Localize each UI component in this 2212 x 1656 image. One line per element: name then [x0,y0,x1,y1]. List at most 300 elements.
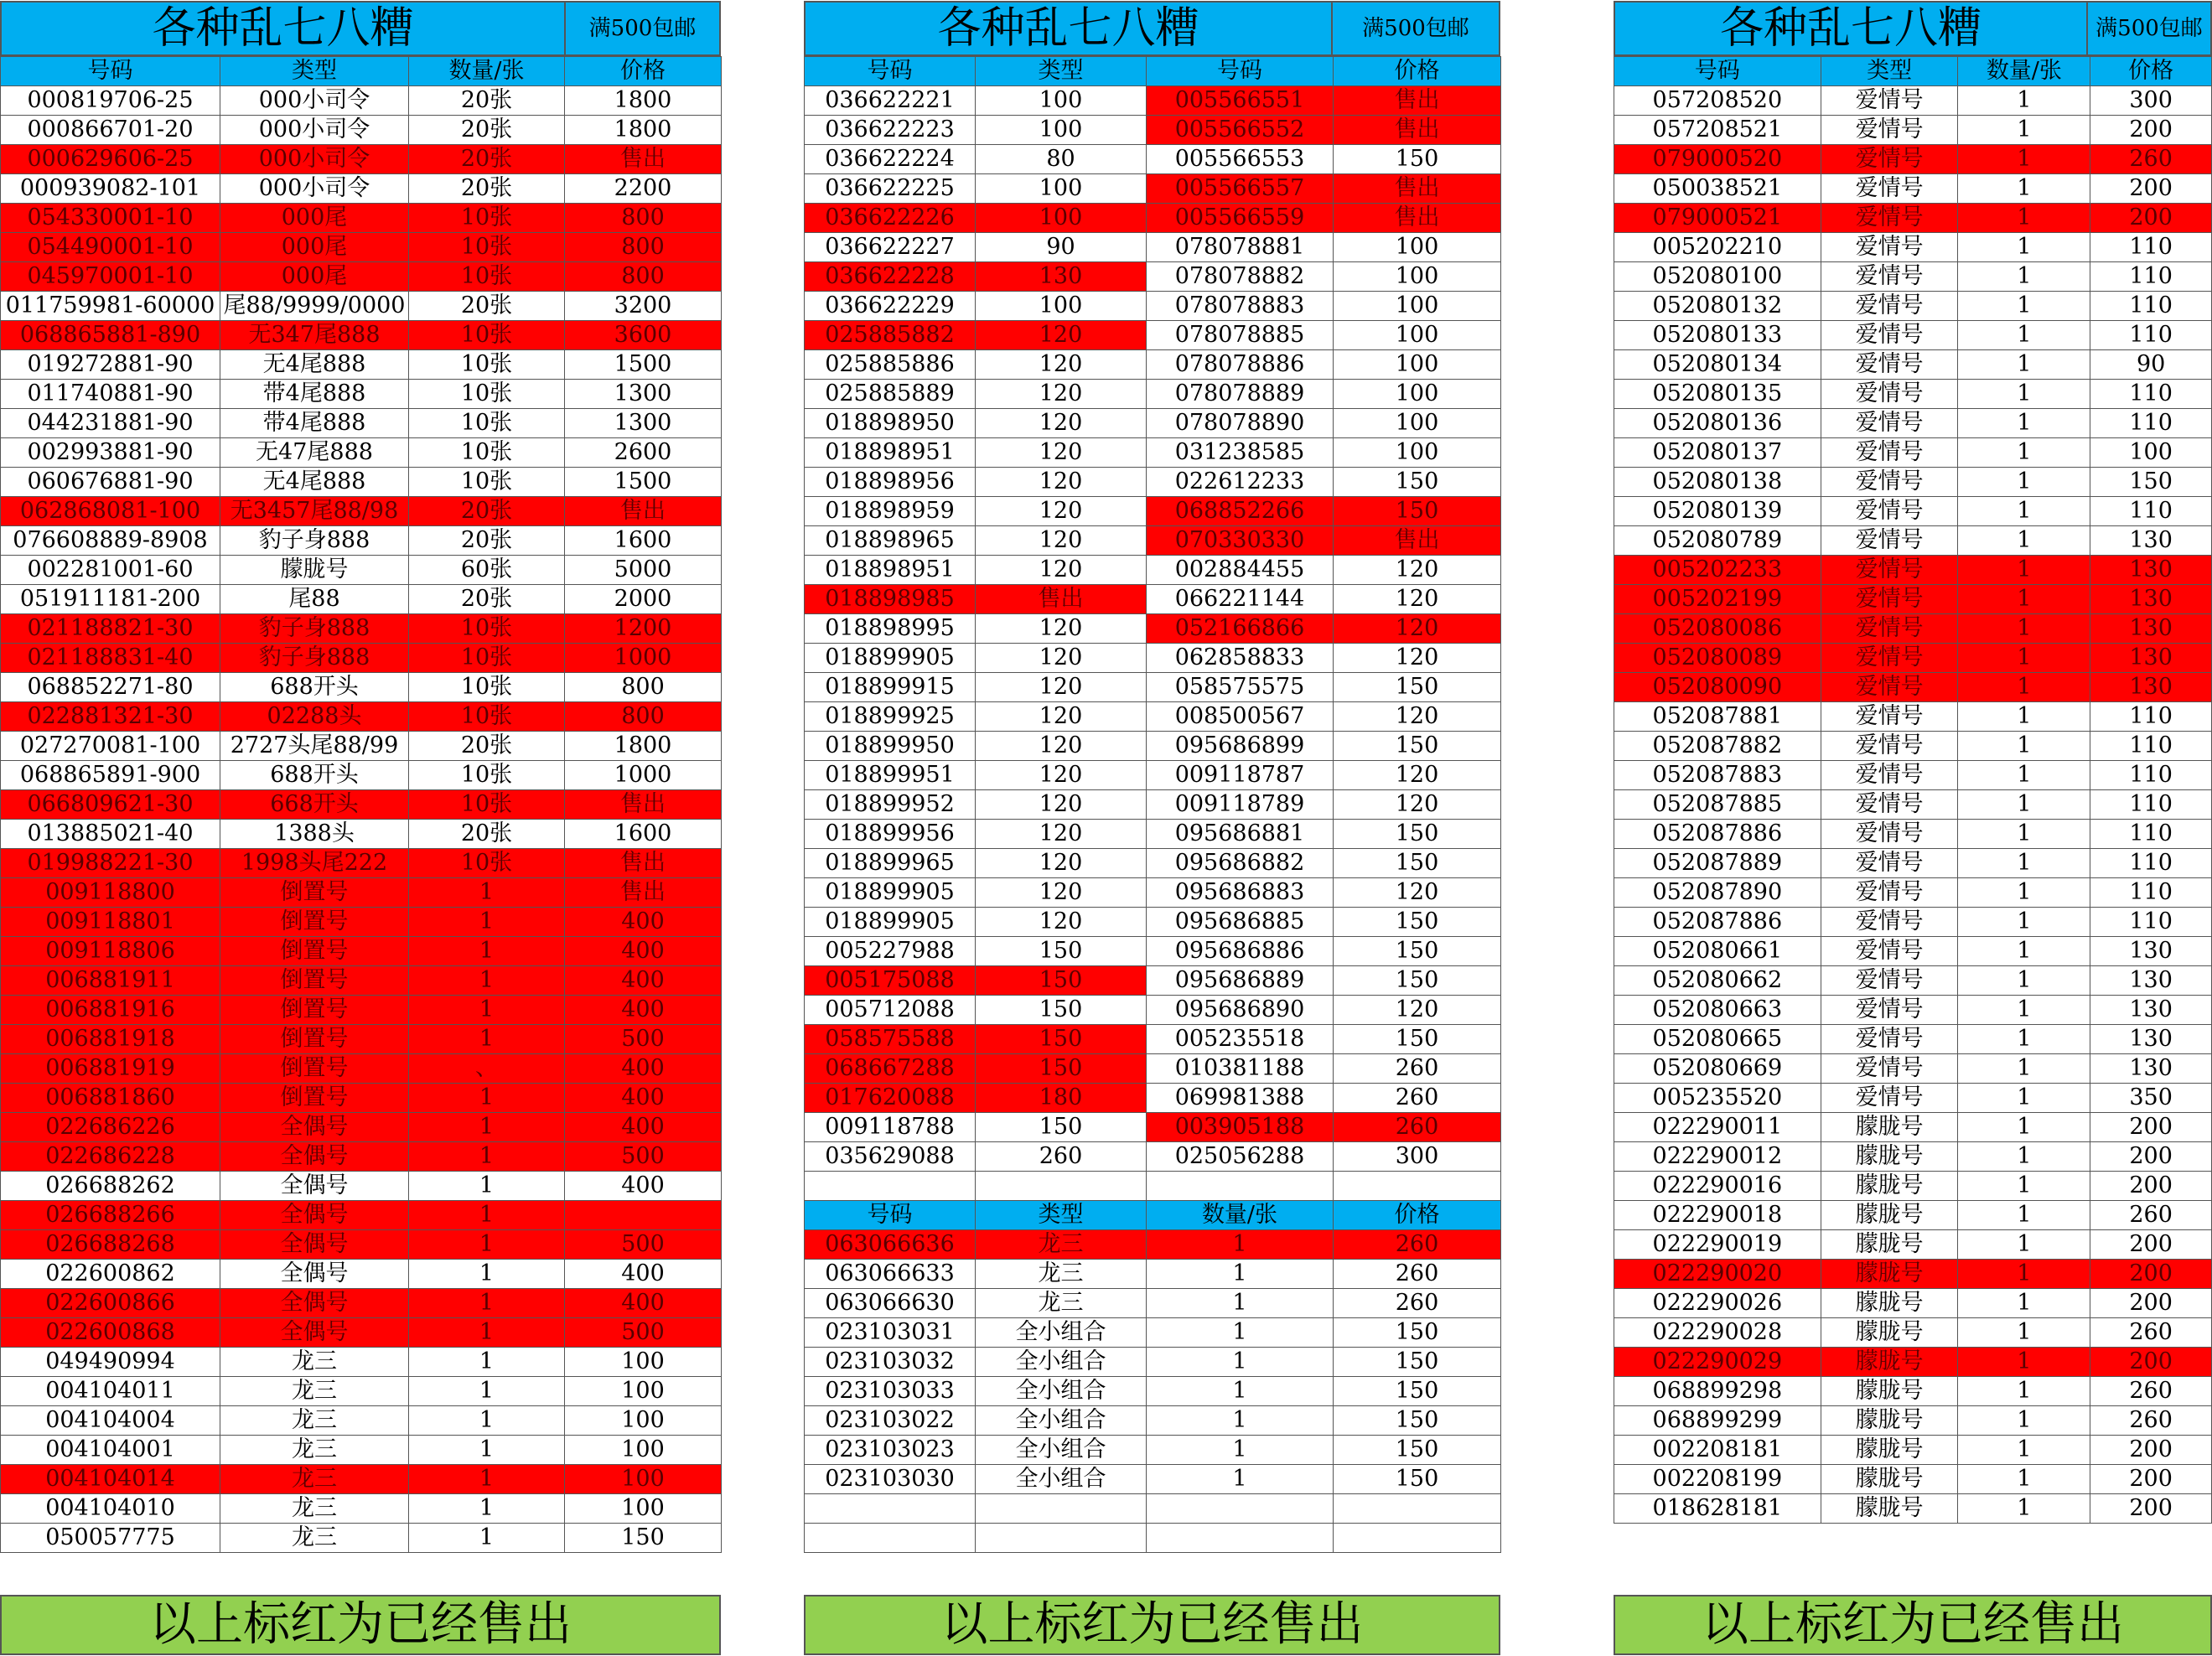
price-cell [1334,1494,1501,1524]
table-row [805,790,1501,820]
price-cell: 400 [565,1113,722,1142]
type-cell: 龙三 [220,1436,409,1465]
qty-cell: 1 [1958,174,2090,204]
type-cell: 朦胧号 [1821,1318,1958,1348]
number-cell: 023103030 [805,1465,976,1494]
table-row [805,614,1501,644]
price-cell: 售出 [1334,204,1501,233]
price-cell: 售出 [565,497,722,526]
number-cell: 063066633 [805,1260,976,1289]
type-cell: 龙三 [976,1230,1147,1260]
type-cell: 龙三 [976,1289,1147,1318]
price-cell: 130 [2090,614,2212,644]
qty-cell: 10张 [409,409,565,438]
qty-cell: 1 [1958,908,2090,937]
number-cell: 049490994 [1,1348,220,1377]
price-table [1614,56,2212,1524]
qty-cell: 095686883 [1147,878,1334,908]
number-cell: 022290012 [1614,1142,1821,1172]
price-cell: 100 [1334,321,1501,350]
panel-header [1614,1,2212,56]
price-cell: 130 [2090,937,2212,966]
qty-cell: 1 [1958,849,2090,878]
type-cell: 爱情号 [1821,966,1958,996]
price-cell: 260 [1334,1230,1501,1260]
qty-cell: 095686889 [1147,966,1334,996]
type-cell: 1388头 [220,820,409,849]
price-cell: 100 [1334,350,1501,380]
price-cell: 400 [565,1172,722,1201]
qty-cell: 10张 [409,790,565,820]
qty-cell: 1 [409,1201,565,1230]
qty-cell: 1 [1958,673,2090,702]
price-cell: 130 [2090,996,2212,1025]
type-cell: 朦胧号 [1821,1406,1958,1436]
table-row [1614,174,2212,204]
table-row [1614,233,2212,262]
number-cell: 066809621-30 [1,790,220,820]
type-cell: 朦胧号 [1821,1113,1958,1142]
type-cell: 爱情号 [1821,497,1958,526]
price-cell: 1300 [565,380,722,409]
number-cell: 036622229 [805,292,976,321]
number-cell: 000819706-25 [1,86,220,116]
table-row [1614,1289,2212,1318]
qty-cell: 1 [1958,878,2090,908]
table-row [1,86,722,116]
table-row [1,1260,722,1289]
qty-cell: 10张 [409,262,565,292]
qty-cell: 1 [1958,1377,2090,1406]
qty-cell: 1 [1958,350,2090,380]
table-row [805,996,1501,1025]
price-cell: 130 [2090,585,2212,614]
number-cell: 018899915 [805,673,976,702]
price-table [0,56,722,1553]
empty-row [805,1172,1501,1201]
qty-cell: 1 [1147,1406,1334,1436]
type-cell: 朦胧号 [1821,1289,1958,1318]
table-row [1614,1494,2212,1524]
table-row [1,116,722,145]
qty-cell: 1 [409,1436,565,1465]
type-cell: 02288头 [220,702,409,732]
number-cell: 022686226 [1,1113,220,1142]
qty-cell: 1 [1958,86,2090,116]
price-cell: 1800 [565,732,722,761]
number-cell: 052087883 [1614,761,1821,790]
number-cell: 018899956 [805,820,976,849]
type-cell: 带4尾888 [220,380,409,409]
type-cell: 120 [976,644,1147,673]
price-cell: 130 [2090,1025,2212,1054]
number-cell: 062868081-100 [1,497,220,526]
price-cell: 150 [1334,966,1501,996]
price-cell: 110 [2090,820,2212,849]
price-cell: 100 [565,1348,722,1377]
table-row [1614,1172,2212,1201]
number-cell: 068852271-80 [1,673,220,702]
qty-cell: 1 [1147,1230,1334,1260]
table-row [805,409,1501,438]
type-cell: 90 [976,233,1147,262]
number-cell: 079000521 [1614,204,1821,233]
type-cell: 爱情号 [1821,1054,1958,1084]
type-cell: 朦胧号 [1821,1494,1958,1524]
qty-cell: 1 [409,937,565,966]
table-row [1614,673,2212,702]
price-cell: 200 [2090,204,2212,233]
qty-cell: 1 [409,1172,565,1201]
type-cell: 150 [976,1054,1147,1084]
number-cell: 005235520 [1614,1084,1821,1113]
table-row [1614,1201,2212,1230]
table-row [1,790,722,820]
price-cell: 1500 [565,350,722,380]
price-cell: 1300 [565,409,722,438]
number-cell: 018898951 [805,556,976,585]
number-cell: 006881911 [1,966,220,996]
type-cell: 100 [976,86,1147,116]
qty-cell: 20张 [409,116,565,145]
qty-cell: 058575575 [1147,673,1334,702]
type-cell: 全偶号 [220,1201,409,1230]
price-cell: 100 [1334,438,1501,468]
qty-cell: 052166866 [1147,614,1334,644]
qty-cell: 010381188 [1147,1054,1334,1084]
table-row [1,526,722,556]
type-cell: 全小组合 [976,1436,1147,1465]
price-cell: 200 [2090,1436,2212,1465]
type-cell: 全小组合 [976,1406,1147,1436]
qty-cell: 069981388 [1147,1084,1334,1113]
type-cell: 爱情号 [1821,849,1958,878]
number-cell: 036622225 [805,174,976,204]
column-header: 号码 [1,57,220,86]
price-cell: 100 [565,1465,722,1494]
number-cell: 036622224 [805,145,976,174]
qty-cell: 1 [1958,761,2090,790]
qty-cell: 20张 [409,145,565,174]
qty-cell: 005235518 [1147,1025,1334,1054]
qty-cell: 005566552 [1147,116,1334,145]
number-cell: 036622227 [805,233,976,262]
price-cell: 150 [1334,468,1501,497]
number-cell: 035629088 [805,1142,976,1172]
type-cell: 全小组合 [976,1318,1147,1348]
price-cell: 3200 [565,292,722,321]
panel-header [804,1,1500,56]
table-row [1,849,722,878]
qty-cell: 1 [1958,732,2090,761]
table-row [805,1230,1501,1260]
number-cell: 036622228 [805,262,976,292]
price-cell: 200 [2090,116,2212,145]
number-cell: 036622221 [805,86,976,116]
table-row [805,878,1501,908]
type-cell: 倒置号 [220,908,409,937]
type-cell: 000小司令 [220,86,409,116]
type-cell: 爱情号 [1821,1084,1958,1113]
panel-header [0,1,721,56]
type-cell: 全小组合 [976,1377,1147,1406]
qty-cell: 1 [409,1230,565,1260]
number-cell: 005712088 [805,996,976,1025]
number-cell [805,1494,976,1524]
table-row [805,1084,1501,1113]
qty-cell: 005566559 [1147,204,1334,233]
number-cell: 052080133 [1614,321,1821,350]
qty-cell: 20张 [409,292,565,321]
table-row [1,585,722,614]
column-header: 价格 [1334,1201,1501,1230]
type-cell: 180 [976,1084,1147,1113]
price-cell: 150 [565,1524,722,1553]
qty-cell: 1 [1958,966,2090,996]
number-cell: 005202233 [1614,556,1821,585]
price-cell: 150 [1334,937,1501,966]
table-row [805,497,1501,526]
type-cell: 120 [976,321,1147,350]
type-cell: 爱情号 [1821,673,1958,702]
type-cell: 爱情号 [1821,878,1958,908]
price-cell: 90 [2090,350,2212,380]
price-cell: 120 [1334,614,1501,644]
table-row [805,732,1501,761]
qty-cell: 078078882 [1147,262,1334,292]
table-row [1,233,722,262]
number-cell: 002993881-90 [1,438,220,468]
type-cell: 爱情号 [1821,702,1958,732]
qty-cell: 1 [1958,790,2090,820]
type-cell: 000小司令 [220,145,409,174]
price-cell: 100 [1334,292,1501,321]
number-cell [805,1172,976,1201]
price-cell: 110 [2090,497,2212,526]
table-row [805,820,1501,849]
table-row [1,350,722,380]
table-row [1614,145,2212,174]
price-cell [1334,1172,1501,1201]
type-cell: 688开头 [220,761,409,790]
table-row [1614,1318,2212,1348]
table-row [1614,1230,2212,1260]
price-cell: 260 [2090,1201,2212,1230]
table-row [805,849,1501,878]
number-cell: 027270081-100 [1,732,220,761]
number-cell: 025885882 [805,321,976,350]
price-cell: 130 [2090,673,2212,702]
number-cell: 022600868 [1,1318,220,1348]
qty-cell: 10张 [409,350,565,380]
table-row [1,1201,722,1230]
table-row [1,380,722,409]
number-cell: 052080789 [1614,526,1821,556]
qty-cell: 20张 [409,86,565,116]
type-cell: 120 [976,702,1147,732]
table-row [1614,761,2212,790]
qty-cell: 10张 [409,380,565,409]
type-cell: 全小组合 [976,1465,1147,1494]
qty-cell: 1 [1958,1201,2090,1230]
type-cell: 120 [976,380,1147,409]
table-row [1,438,722,468]
price-cell: 售出 [565,790,722,820]
qty-cell: 10张 [409,614,565,644]
qty-cell: 1 [409,878,565,908]
qty-cell: 10张 [409,468,565,497]
price-cell: 3600 [565,321,722,350]
type-cell: 尾88 [220,585,409,614]
type-cell: 120 [976,849,1147,878]
price-cell: 400 [565,966,722,996]
price-cell: 260 [1334,1113,1501,1142]
price-cell: 1000 [565,644,722,673]
type-cell: 120 [976,556,1147,585]
price-cell: 200 [2090,1113,2212,1142]
number-cell: 052087885 [1614,790,1821,820]
number-cell: 022290028 [1614,1318,1821,1348]
qty-cell: 025056288 [1147,1142,1334,1172]
number-cell: 009118806 [1,937,220,966]
table-row [805,1113,1501,1142]
number-cell: 045970001-10 [1,262,220,292]
number-cell: 011740881-90 [1,380,220,409]
table-row [805,145,1501,174]
price-cell: 110 [2090,321,2212,350]
table-row [1614,1348,2212,1377]
number-cell: 063066630 [805,1289,976,1318]
qty-cell: 10张 [409,761,565,790]
table-row [1614,350,2212,380]
price-cell: 400 [565,1054,722,1084]
number-cell: 006881860 [1,1084,220,1113]
number-cell: 000939082-101 [1,174,220,204]
type-cell: 带4尾888 [220,409,409,438]
number-cell: 036622226 [805,204,976,233]
table-row [805,350,1501,380]
table-row [1614,702,2212,732]
column-header: 价格 [1334,57,1501,86]
number-cell: 050057775 [1,1524,220,1553]
price-cell: 1600 [565,820,722,849]
type-cell: 爱情号 [1821,644,1958,673]
price-cell: 150 [1334,1436,1501,1465]
number-cell: 018899952 [805,790,976,820]
number-cell: 052080100 [1614,262,1821,292]
table-row [1614,204,2212,233]
table-row [805,761,1501,790]
type-cell: 龙三 [220,1524,409,1553]
sold-note: 以上标红为已经售出 [804,1595,1500,1655]
qty-cell: 1 [1958,526,2090,556]
type-cell: 龙三 [220,1406,409,1436]
type-cell: 朦胧号 [1821,1230,1958,1260]
price-cell: 400 [565,937,722,966]
table-row [1,1084,722,1113]
number-cell: 021188831-40 [1,644,220,673]
number-cell: 018899905 [805,908,976,937]
table-row [805,321,1501,350]
type-cell: 100 [976,292,1147,321]
type-cell: 无3457尾88/98 [220,497,409,526]
price-cell: 售出 [1334,86,1501,116]
price-cell: 1800 [565,116,722,145]
price-cell: 110 [2090,262,2212,292]
type-cell: 120 [976,673,1147,702]
number-cell: 018899905 [805,878,976,908]
type-cell: 爱情号 [1821,409,1958,438]
type-cell: 无4尾888 [220,468,409,497]
number-cell: 005202199 [1614,585,1821,614]
type-cell [976,1524,1147,1553]
number-cell: 022290019 [1614,1230,1821,1260]
empty-row [805,1524,1501,1553]
panel-right [1614,1,2212,1652]
table-row [1614,849,2212,878]
type-cell: 爱情号 [1821,761,1958,790]
number-cell: 068899298 [1614,1377,1821,1406]
table-row [1,1465,722,1494]
number-cell: 068667288 [805,1054,976,1084]
price-cell: 110 [2090,702,2212,732]
table-row [1,937,722,966]
price-cell: 150 [1334,820,1501,849]
price-cell: 150 [1334,908,1501,937]
type-cell: 爱情号 [1821,468,1958,497]
type-cell: 豹子身888 [220,526,409,556]
table-row [1614,966,2212,996]
qty-cell: 1 [409,1318,565,1348]
table-row [805,380,1501,409]
number-cell: 052080136 [1614,409,1821,438]
table-row [805,1348,1501,1377]
qty-cell: 10张 [409,702,565,732]
qty-cell: 10张 [409,644,565,673]
number-cell: 057208521 [1614,116,1821,145]
number-cell: 052080090 [1614,673,1821,702]
type-cell: 100 [976,116,1147,145]
number-cell: 052080661 [1614,937,1821,966]
type-cell: 爱情号 [1821,732,1958,761]
price-cell: 100 [1334,409,1501,438]
number-cell: 026688262 [1,1172,220,1201]
number-cell: 052080134 [1614,350,1821,380]
type-cell: 150 [976,996,1147,1025]
price-cell: 130 [2090,966,2212,996]
number-cell: 018899951 [805,761,976,790]
table-row [1614,1025,2212,1054]
price-cell: 400 [565,1084,722,1113]
number-cell: 026688268 [1,1230,220,1260]
number-cell: 052080086 [1614,614,1821,644]
qty-cell: 1 [1958,1084,2090,1113]
table-row [1,145,722,174]
type-cell: 爱情号 [1821,526,1958,556]
price-cell: 200 [2090,1348,2212,1377]
table-row [805,673,1501,702]
number-cell: 009118788 [805,1113,976,1142]
type-cell: 260 [976,1142,1147,1172]
number-cell: 018898985 [805,585,976,614]
price-cell: 1600 [565,526,722,556]
qty-cell: 1 [1147,1465,1334,1494]
qty-cell: 095686885 [1147,908,1334,937]
qty-cell: 002884455 [1147,556,1334,585]
number-cell: 057208520 [1614,86,1821,116]
qty-cell: 1 [1958,438,2090,468]
type-cell [976,1172,1147,1201]
